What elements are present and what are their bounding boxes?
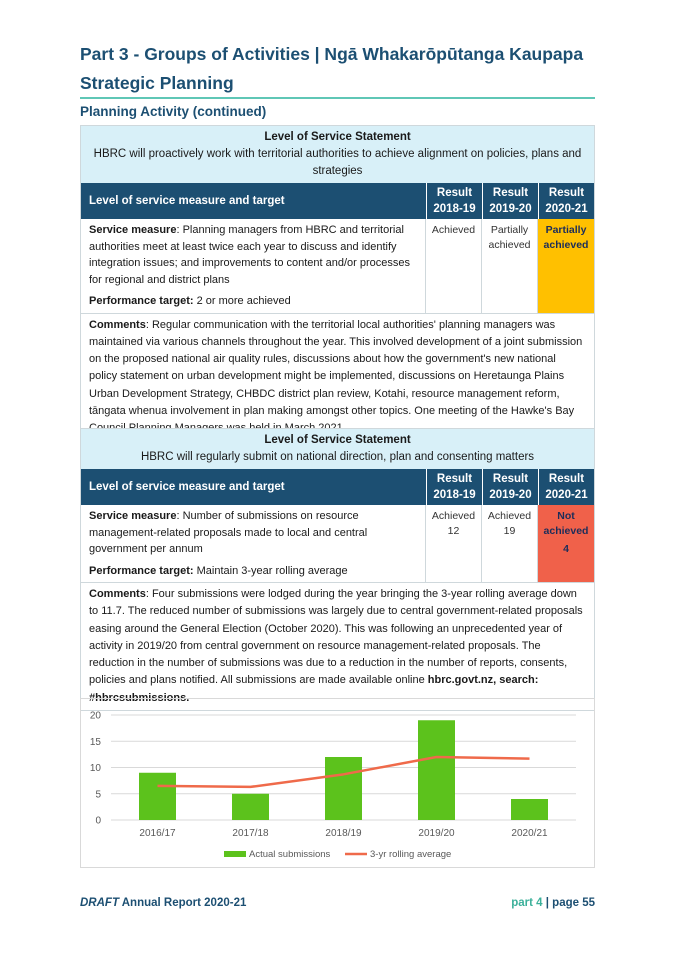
bar [232, 794, 269, 820]
measure-text: : Planning managers from HBRC and territorial authorities meet at least twice each year to discuss and identify integration issues; and improvements to content and/or processes for regional and district plans [89, 224, 411, 286]
col-year: 2018-19 [433, 203, 476, 215]
footer-part: part 4 [511, 897, 543, 909]
result-value: 4 [563, 543, 569, 555]
bar [511, 799, 548, 820]
x-tick-label: 2019/20 [418, 828, 455, 839]
los-text-2: HBRC will regularly submit on national direction, plan and consenting matters [140, 451, 535, 463]
footer-sep: | [542, 897, 553, 909]
measure-text: : Number of submissions on resource management-related proposals made to local and central government per annum [89, 510, 368, 555]
y-tick-label: 20 [89, 710, 101, 722]
chart-svg [81, 699, 594, 867]
measure-label: Service measure [89, 510, 177, 522]
col-year: 2018-19 [433, 489, 476, 501]
legend-label-bars: Actual submissions [249, 849, 331, 860]
col-label: Result [548, 187, 585, 199]
measure-cell [81, 505, 426, 582]
submissions-chart [80, 698, 595, 868]
measure-label: Service measure [89, 224, 177, 236]
col-year: 2020-21 [545, 489, 588, 501]
x-tick-label: 2017/18 [232, 828, 269, 839]
comments-text: : Regular communication with the territorial local authorities' planning managers was maintained via various channels throughout the year. This involved development of a joint submission on the proposed national air quality rules, discussions about how the government's new national policy statement on urban development might be implemented, discussions on Heretaunga Plains Urban Development Strategy, CHBDC district plan review, Kotahi, resource management reform, tāngata whenua involvement in plan making amongst other topics. One meeting of the Hawke's Bay [89, 318, 583, 417]
subsection-title: Planning Activity (continued) [80, 104, 267, 119]
x-tick-label: 2018/19 [325, 828, 362, 839]
target-text: Maintain 3-year rolling average [193, 564, 348, 577]
col-label: Result [436, 473, 473, 485]
target-text: 2 or more achieved [193, 295, 291, 307]
result-value: 19 [503, 525, 516, 537]
x-tick-label: 2016/17 [139, 828, 176, 839]
table-row [81, 505, 594, 582]
col-year: 2019-20 [489, 489, 532, 501]
service-table-2 [80, 428, 595, 711]
y-tick-label: 5 [95, 789, 101, 801]
col-result-2018-19 [426, 183, 482, 219]
table-row [81, 219, 594, 313]
col-result-2018-19 [426, 469, 482, 505]
result-status: Achieved [431, 510, 476, 522]
col-label: Result [436, 187, 473, 199]
comments-label: Comments [89, 318, 146, 331]
table-header-1 [81, 183, 594, 219]
los-title-2: Level of Service Statement [264, 434, 411, 446]
bar [418, 720, 455, 820]
footer-report-name: Annual Report 2020-21 [118, 897, 247, 909]
footer-page-number [460, 897, 595, 909]
comments-1 [81, 313, 594, 441]
section-title: Strategic Planning [80, 73, 234, 93]
comments-label: Comments [89, 588, 146, 600]
y-tick-label: 15 [89, 736, 101, 748]
result-status: Not achieved [543, 510, 589, 537]
col-year: 2019-20 [489, 203, 532, 215]
x-tick-label: 2020/21 [511, 828, 548, 839]
col-result-2019-20 [482, 183, 538, 219]
bar [139, 773, 176, 820]
result-status: Achieved [487, 510, 532, 522]
los-statement-2 [81, 429, 594, 469]
submissions-link[interactable]: hbrc.govt.nz, search: #hbrcsubmissions. [89, 674, 539, 704]
result-2018-19 [426, 505, 482, 582]
col-measure-header: Level of service measure and target [89, 481, 285, 493]
footer-page: page 55 [552, 897, 595, 909]
table-header-2 [81, 469, 594, 505]
footer-report-title [80, 897, 246, 909]
bar [325, 757, 362, 820]
legend-swatch-bars [224, 851, 246, 857]
target-label: Performance target: [89, 564, 194, 577]
title-divider [80, 97, 595, 99]
page-title: Part 3 - Groups of Activities | Ngā Whakarōpūtanga Kaupapa [80, 44, 584, 64]
y-tick-label: 0 [95, 815, 101, 827]
col-result-2020-21 [538, 183, 594, 219]
result-2018-19: Achieved [426, 219, 482, 313]
result-2019-20 [482, 505, 538, 582]
col-label: Result [492, 187, 529, 199]
measure-cell [81, 219, 426, 313]
result-2020-21 [538, 505, 594, 582]
y-tick-label: 10 [89, 763, 101, 774]
result-2019-20: Partially achieved [482, 219, 538, 313]
target-label: Performance target: [89, 295, 194, 307]
los-statement-1 [81, 126, 594, 183]
service-table-1 [80, 125, 595, 442]
col-result-2019-20 [482, 469, 538, 505]
col-year: 2020-21 [545, 203, 588, 215]
legend-label-line: 3-yr rolling average [370, 849, 452, 860]
comments-text: : Four submissions were lodged during the year bringing the 3-year rolling average down to 11.7. The reduced number of submissions was largely due to central government-related proposals easing around the General Election (October 2020). This was following an unprecedented year of activity in 2019/20 from central government on resource management-related proposals. The reduction in the number of submissions was due to a reduction in the number of reports, consents, policies and plans notified. All submissions are made available online [89, 588, 583, 687]
col-result-2020-21 [538, 469, 594, 505]
los-title-1: Level of Service Statement [264, 131, 411, 143]
footer-draft: DRAFT [80, 897, 119, 909]
los-text-1: HBRC will proactively work with territorial authorities to achieve alignment on policies, plans and strategies [93, 148, 582, 177]
comments-2 [81, 582, 594, 710]
col-measure-header: Level of service measure and target [89, 195, 285, 207]
col-label: Result [548, 473, 585, 485]
result-2020-21: Partially achieved [538, 219, 594, 313]
col-label: Result [492, 473, 529, 485]
result-value: 12 [447, 525, 460, 537]
